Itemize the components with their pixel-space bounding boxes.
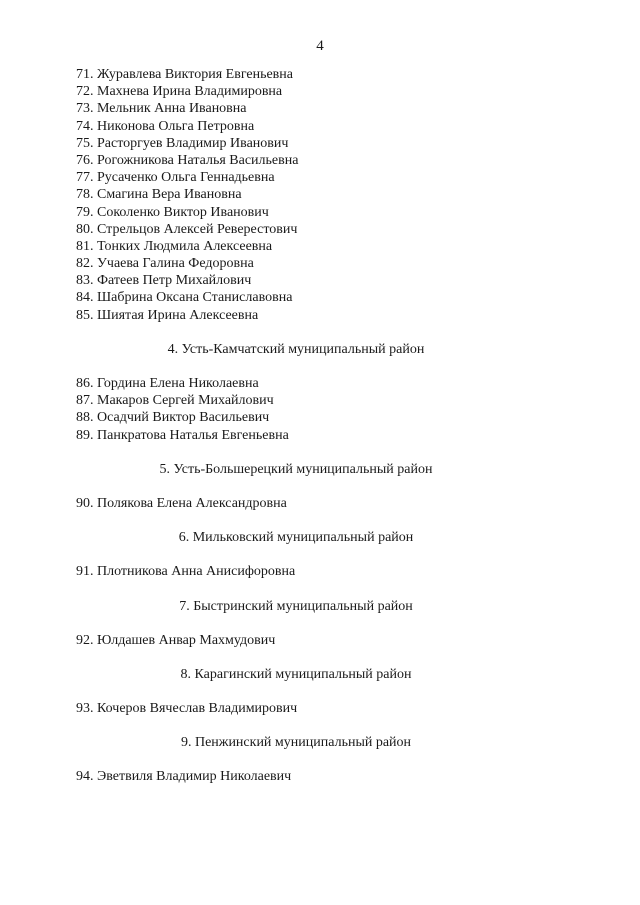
list-item: 71. Журавлева Виктория Евгеньевна [76, 67, 293, 82]
section-milkovsky [76, 529, 576, 580]
list-item: 79. Соколенко Виктор Иванович [76, 204, 269, 220]
list-item: 74. Никонова Ольга Петровна [76, 118, 255, 134]
section-penzhinsky [76, 734, 576, 785]
list-item: 77. Русаченко Ольга Геннадьевна [76, 170, 275, 186]
section-heading: 5. Усть-Большерецкий муниципальный район [159, 461, 433, 477]
list-item: 87. Макаров Сергей Михайлович [76, 393, 274, 409]
list-item: 91. Плотникова Анна Анисифоровна [76, 564, 296, 580]
section-continued-list [76, 66, 576, 324]
list-item: 92. Юлдашев Анвар Махмудович [76, 632, 276, 648]
list-item: 86. Гордина Елена Николаевна [76, 376, 259, 391]
section-heading: 6. Мильковский муниципальный район [178, 530, 414, 546]
list-item: 76. Рогожникова Наталья Васильевна [76, 152, 299, 168]
list-item: 83. Фатеев Петр Михайлович [76, 273, 252, 289]
list-item: 88. Осадчий Виктор Васильевич [76, 410, 270, 426]
section-heading: 8. Карагинский муниципальный район [180, 666, 412, 682]
list-item: 72. Махнева Ирина Владимировна [76, 84, 283, 100]
list-item: 80. Стрельцов Алексей Реверестович [76, 221, 298, 237]
document-body [76, 66, 576, 786]
list-item: 93. Кочеров Вячеслав Владимирович [76, 701, 298, 717]
section-heading: 4. Усть-Камчатский муниципальный район [167, 341, 425, 357]
section-heading: 9. Пенжинский муниципальный район [180, 735, 412, 751]
list-item: 75. Расторгуев Владимир Иванович [76, 135, 289, 151]
list-item: 81. Тонких Людмила Алексеевна [76, 238, 273, 254]
section-heading: 7. Быстринский муниципальный район [179, 598, 413, 614]
list-item: 89. Панкратова Наталья Евгеньевна [76, 427, 289, 443]
section-ust-kamchatsky [76, 341, 576, 444]
section-bystrinsky [76, 598, 576, 649]
section-karaginsky [76, 666, 576, 717]
section-ust-bolsheretsky [76, 461, 576, 512]
page-number: 4 [316, 38, 324, 54]
list-item: 85. Шиятая Ирина Алексеевна [76, 307, 259, 323]
list-item: 73. Мельник Анна Ивановна [76, 101, 247, 117]
list-item: 84. Шабрина Оксана Станиславовна [76, 290, 293, 306]
list-item: 78. Смагина Вера Ивановна [76, 187, 242, 203]
list-item: 82. Учаева Галина Федоровна [76, 256, 254, 272]
list-item: 90. Полякова Елена Александровна [76, 495, 287, 511]
list-item: 94. Эветвиля Владимир Николаевич [76, 769, 292, 785]
